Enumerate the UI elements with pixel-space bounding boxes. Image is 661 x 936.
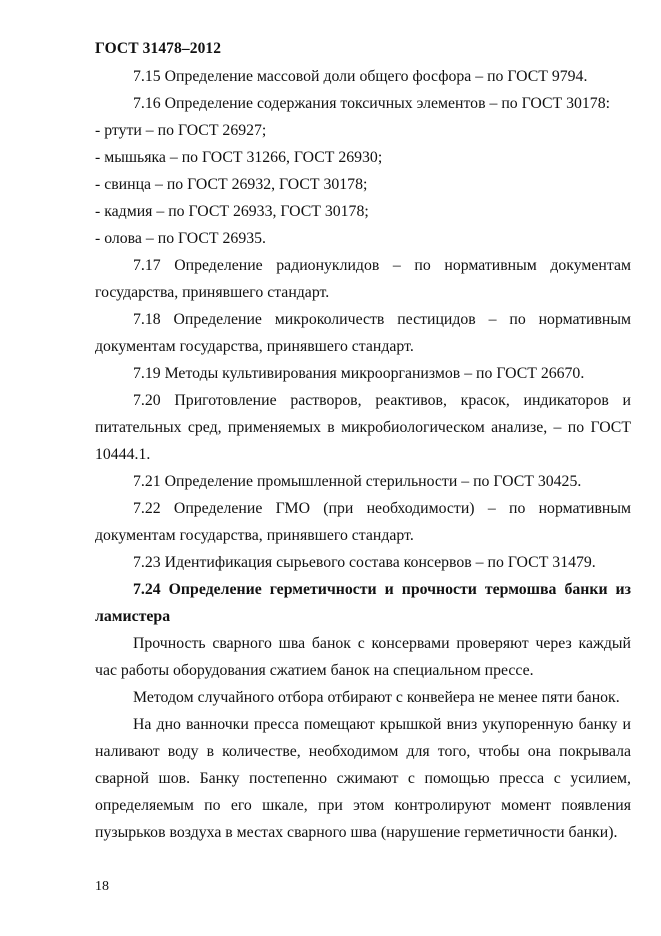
item-7-22: 7.22 Определение ГМО (при необходимости) – по нормативным документам государства, принявшего стандарт.	[95, 500, 631, 544]
item-7-15: 7.15 Определение массовой доли общего фосфора – по ГОСТ 9794.	[133, 68, 588, 85]
item-7-20: 7.20 Приготовление растворов, реактивов, красок, индикаторов и питательных сред, применяемых в микробиологическом анализе, – по ГОСТ 10444.1.	[95, 392, 631, 463]
paragraph-sampling: Методом случайного отбора отбирают с конвейера не менее пяти банок.	[133, 689, 620, 706]
item-7-19: 7.19 Методы культивирования микроорганизмов – по ГОСТ 26670.	[133, 365, 585, 382]
item-7-18: 7.18 Определение микроколичеств пестицидов – по нормативным документам государства, принявшего стандарт.	[95, 311, 631, 355]
section-heading-7-24: 7.24 Определение герметичности и прочности термошва банки из ламистера	[95, 581, 631, 625]
list-item-tin: - олова – по ГОСТ 26935.	[95, 230, 266, 247]
document-header: ГОСТ 31478–2012	[95, 40, 222, 57]
item-7-23: 7.23 Идентификация сырьевого состава консервов – по ГОСТ 31479.	[133, 554, 596, 571]
paragraph-press-procedure: На дно ванночки пресса помещают крышкой вниз укупоренную банку и наливают воду в количестве, необходимом для того, чтобы она покрывала сварной шов. Банку постепенно сжимают с помощью пресса с усилием, определяемым по его шкале, при этом контролируют момент появления пузырьков воздуха в местах сварного шва (нарушение герметичности банки).	[95, 716, 631, 841]
list-item-lead: - свинца – по ГОСТ 26932, ГОСТ 30178;	[95, 176, 368, 193]
paragraph-seam-strength: Прочность сварного шва банок с консервами проверяют через каждый час работы оборудования сжатием банок на специальном прессе.	[95, 635, 631, 679]
list-item-arsenic: - мышьяка – по ГОСТ 31266, ГОСТ 26930;	[95, 149, 383, 166]
item-7-21: 7.21 Определение промышленной стерильности – по ГОСТ 30425.	[133, 473, 582, 490]
document-body	[95, 63, 631, 846]
page-number: 18	[95, 879, 109, 894]
item-7-17: 7.17 Определение радионуклидов – по нормативным документам государства, принявшего стандарт.	[95, 257, 631, 301]
list-item-cadmium: - кадмия – по ГОСТ 26933, ГОСТ 30178;	[95, 203, 369, 220]
list-item-mercury: - ртути – по ГОСТ 26927;	[95, 122, 267, 139]
item-7-16: 7.16 Определение содержания токсичных элементов – по ГОСТ 30178:	[133, 95, 610, 112]
